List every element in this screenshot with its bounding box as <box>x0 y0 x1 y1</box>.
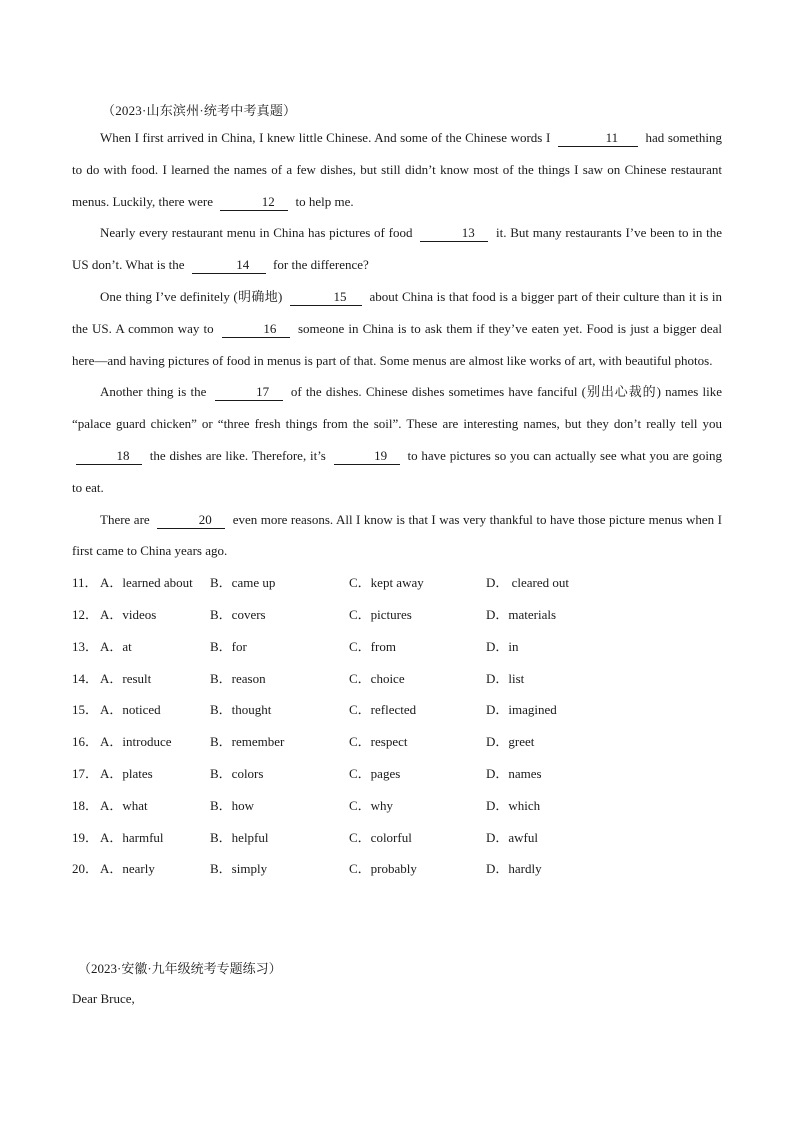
passage-paragraph-3 <box>72 281 722 376</box>
paragraph-text: someone in China is to ask them if they’ve eaten yet. Food is just a bigger deal here—and having pictures of food in menus is part of that. Some menus are almost like works of art, with beautiful photos. <box>72 320 723 368</box>
question-source: （2023·山东滨州·统考中考真题） <box>102 103 297 118</box>
option-c: C．pages <box>349 765 401 781</box>
option-row-18 <box>72 790 722 822</box>
option-row-13 <box>72 631 722 663</box>
blank-15: 15 <box>290 289 362 306</box>
option-row-19 <box>72 822 722 854</box>
option-c: C．kept away <box>349 575 424 591</box>
option-b: B．helpful <box>210 829 269 845</box>
option-a: A．plates <box>100 765 153 781</box>
blank-18: 18 <box>76 448 142 465</box>
option-row-15 <box>72 694 722 726</box>
question-number: 18． <box>72 797 99 813</box>
option-c: C．colorful <box>349 829 412 845</box>
option-b: B．reason <box>210 670 266 686</box>
option-c: C．choice <box>349 670 405 686</box>
paragraph-text: Another thing is the <box>100 384 207 400</box>
blank-19: 19 <box>334 448 400 465</box>
passage-paragraph-5 <box>72 504 722 568</box>
paragraph-text: One thing I’ve definitely (明确地) <box>100 288 283 304</box>
blank-11: 11 <box>558 130 638 147</box>
letter-greeting: Dear Bruce, <box>72 991 135 1006</box>
answer-options <box>72 567 722 885</box>
paragraph-text: of the dishes. Chinese dishes sometimes have fanciful (别出心裁的) names like “palace guard chicken” or “three fresh things from the soil”. These are interesting names, but they don’t really tell you <box>72 384 723 432</box>
paragraph-text: even more reasons. All I know is that I was very thankful to have those picture menus when I first came to China years ago. <box>72 511 722 559</box>
blank-14: 14 <box>192 257 266 274</box>
option-a: A．introduce <box>100 734 172 750</box>
option-d: D．list <box>486 670 525 686</box>
option-b: B．for <box>210 638 247 654</box>
option-row-16 <box>72 726 722 758</box>
passage-paragraph-2 <box>72 217 722 281</box>
option-a: A．what <box>100 797 148 813</box>
option-b: B．covers <box>210 606 266 622</box>
question-number: 12． <box>72 606 99 622</box>
question-number: 16． <box>72 734 99 750</box>
option-b: B．came up <box>210 575 276 591</box>
option-a: A．learned about <box>100 575 193 591</box>
question-number: 20． <box>72 861 99 877</box>
option-d: D．awful <box>486 829 538 845</box>
option-a: A．result <box>100 670 152 686</box>
question-number: 19． <box>72 829 99 845</box>
document-page <box>72 100 722 885</box>
option-a: A．harmful <box>100 829 164 845</box>
option-d: D．in <box>486 638 519 654</box>
question-number: 15． <box>72 702 99 718</box>
passage-paragraph-1 <box>72 122 722 217</box>
option-c: C．why <box>349 797 394 813</box>
option-b: B．simply <box>210 861 268 877</box>
option-d: D． cleared out <box>486 575 570 591</box>
paragraph-text: it. But many restaurants I’ve been to in the US don’t. What is the <box>72 225 723 273</box>
question-number: 13． <box>72 638 99 654</box>
paragraph-text: about China is that food is a bigger part of their culture than it is in the US. A common way to <box>72 288 722 336</box>
paragraph-text: had something to do with food. I learned the names of a few dishes, but still didn’t know most of the things I saw on Chinese restaurant menus. Luckily, there were <box>72 130 722 209</box>
question-source-2: （2023·安徽·九年级统考专题练习） <box>78 961 282 976</box>
option-a: A．at <box>100 638 132 654</box>
option-row-11 <box>72 567 722 599</box>
option-b: B．remember <box>210 734 285 750</box>
paragraph-text: When I first arrived in China, I knew little Chinese. And some of the Chinese words I <box>100 130 551 145</box>
blank-16: 16 <box>222 321 290 338</box>
option-c: C．probably <box>349 861 417 877</box>
option-c: C．reflected <box>349 702 417 718</box>
blank-12: 12 <box>220 194 288 211</box>
option-a: A．nearly <box>100 861 155 877</box>
blank-17: 17 <box>215 384 283 401</box>
paragraph-text: for the difference? <box>273 257 369 273</box>
blank-13: 13 <box>420 225 488 242</box>
paragraph-text: to have pictures so you can actually see what you are going to eat. <box>72 447 723 495</box>
option-d: D．hardly <box>486 861 542 877</box>
option-c: C．pictures <box>349 606 412 622</box>
option-d: D．greet <box>486 734 535 750</box>
option-b: B．thought <box>210 702 272 718</box>
paragraph-text: the dishes are like. Therefore, it’s <box>149 447 326 463</box>
question-number: 14． <box>72 670 99 686</box>
option-d: D．materials <box>486 606 557 622</box>
option-b: B．how <box>210 797 255 813</box>
option-c: C．from <box>349 638 396 654</box>
question-number: 11． <box>72 575 98 591</box>
option-d: D．names <box>486 765 542 781</box>
paragraph-text: Nearly every restaurant menu in China has pictures of food <box>100 225 413 241</box>
option-row-17 <box>72 758 722 790</box>
question-number: 17． <box>72 765 99 781</box>
option-a: A．videos <box>100 606 157 622</box>
option-row-14 <box>72 663 722 695</box>
paragraph-text: to help me. <box>295 193 354 209</box>
option-b: B．colors <box>210 765 264 781</box>
option-d: D．which <box>486 797 541 813</box>
passage-paragraph-4 <box>72 376 722 503</box>
option-row-20 <box>72 853 722 885</box>
option-a: A．noticed <box>100 702 161 718</box>
option-row-12 <box>72 599 722 631</box>
blank-20: 20 <box>157 512 225 529</box>
option-d: D．imagined <box>486 702 557 718</box>
paragraph-text: There are <box>100 511 150 527</box>
option-c: C．respect <box>349 734 408 750</box>
